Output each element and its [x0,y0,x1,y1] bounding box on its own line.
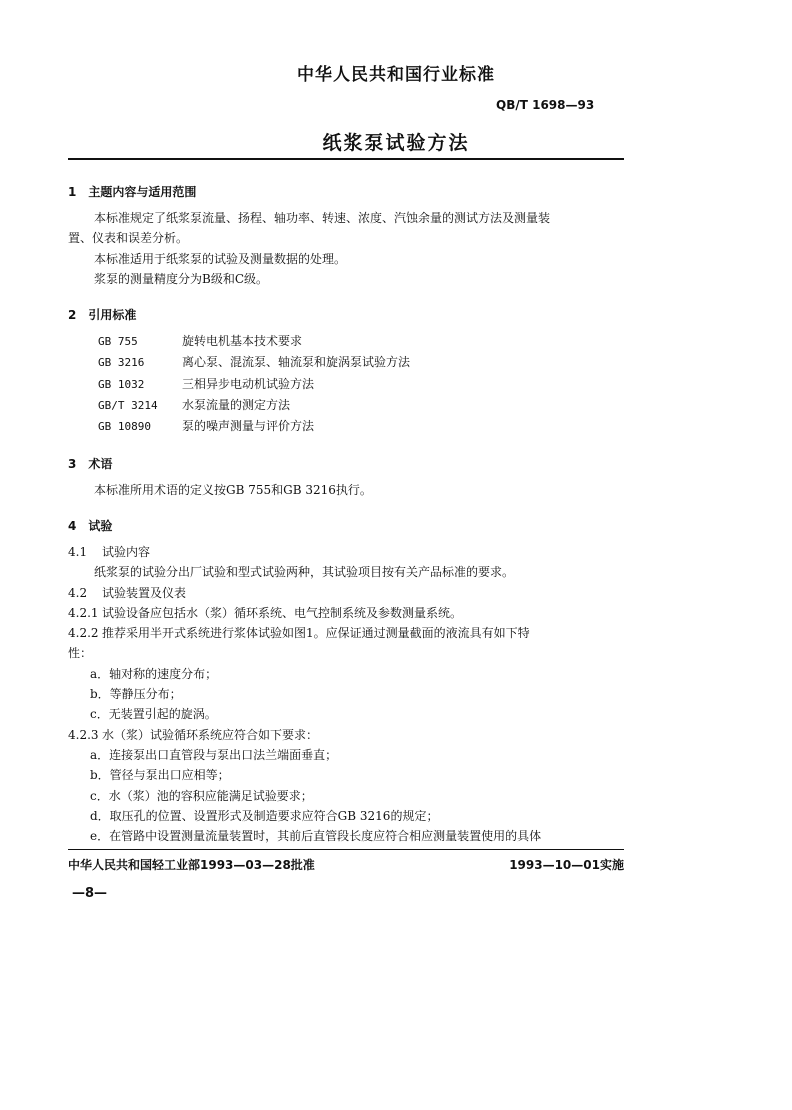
standard-code: QB/T 1698—93 [496,98,595,112]
list-item: c．无装置引起的旋涡。 [90,707,217,722]
clause-4-2 [68,583,624,603]
clause-text: 推荐采用半开式系统进行浆体试验如图1。应保证通过测量截面的液流具有如下特 [102,626,530,641]
section-2-heading: 2 引用标准 [68,308,137,323]
reference-list [68,331,624,437]
section-1-para-1b: 置、仪表和误差分析。 [68,231,189,246]
reference-item [68,331,624,352]
reference-title: 泵的噪声测量与评价方法 [182,419,315,434]
reference-code: GB 10890 [98,420,151,434]
clause-number: 4.2.1 [68,605,99,620]
section-1-para-1a: 本标准规定了纸浆泵流量、扬程、轴功率、转速、浓度、汽蚀余量的测试方法及测量装 [94,211,551,225]
reference-code: GB 1032 [98,377,145,391]
clause-4-2-2 [68,623,624,643]
list-item: e．在管路中设置测量流量装置时，其前后直管段长度应符合相应测量装置使用的具体 [90,829,542,844]
reference-code: GB 3216 [98,356,145,370]
list-item: d．取压孔的位置、设置形式及制造要求应符合GB 3216的规定； [90,808,439,823]
reference-item [68,352,624,373]
clause-title: 试验装置及仪表 [102,585,187,600]
clause-4-2-3 [68,725,624,745]
reference-code: GB/T 3214 [98,399,158,413]
effective-date: 1993—10—01实施 [509,858,624,872]
reference-code: GB 755 [98,335,138,349]
reference-item [68,374,624,395]
list-item: c．水（浆）池的容积应能满足试验要求； [90,788,313,803]
reference-item [68,416,624,437]
reference-title: 三相异步电动机试验方法 [182,376,315,391]
clause-text: 水（浆）试验循环系统应符合如下要求： [102,727,319,742]
document-title: 纸浆泵试验方法 [322,132,470,154]
page-number: —8— [72,886,108,901]
clause-4-1 [68,542,624,562]
clause-4-1-text: 纸浆泵的试验分出厂试验和型式试验两种，其试验项目按有关产品标准的要求。 [94,565,515,580]
clause-number: 4.2.2 [68,626,99,641]
approval-line: 中华人民共和国轻工业部1993—03—28批准 [68,858,315,872]
reference-item [68,395,624,416]
clause-text: 试验设备应包括水（浆）循环系统、电气控制系统及参数测量系统。 [102,605,463,620]
reference-title: 水泵流量的测定方法 [182,398,291,413]
footer-divider [68,849,624,850]
list-item: a．轴对称的速度分布； [90,666,218,681]
clause-number: 4.2.3 [68,727,99,742]
title-divider [68,158,624,160]
reference-title: 离心泵、混流泵、轴流泵和旋涡泵试验方法 [182,355,411,370]
clause-number: 4.1 [68,544,88,559]
clause-4-2-1 [68,603,624,623]
org-title: 中华人民共和国行业标准 [297,65,495,85]
section-1-para-3: 浆泵的测量精度分为B级和C级。 [94,271,269,286]
section-4-heading: 4 试验 [68,518,113,533]
clause-number: 4.2 [68,585,88,600]
clause-title: 试验内容 [102,544,151,559]
list-item: b．管径与泵出口应相等； [90,768,230,783]
section-3-heading: 3 术语 [68,456,113,471]
section-1-heading: 1 主题内容与适用范围 [68,185,197,199]
document-body [68,182,624,846]
reference-title: 旋转电机基本技术要求 [182,334,303,349]
clause-4-2-2-cont: 性： [68,646,93,661]
section-3-para-1: 本标准所用术语的定义按GB 755和GB 3216执行。 [94,482,372,497]
section-1-para-2: 本标准适用于纸浆泵的试验及测量数据的处理。 [94,251,347,266]
list-item: b．等静压分布； [90,687,182,702]
list-item: a．连接泵出口直管段与泵出口法兰端面垂直； [90,747,338,762]
